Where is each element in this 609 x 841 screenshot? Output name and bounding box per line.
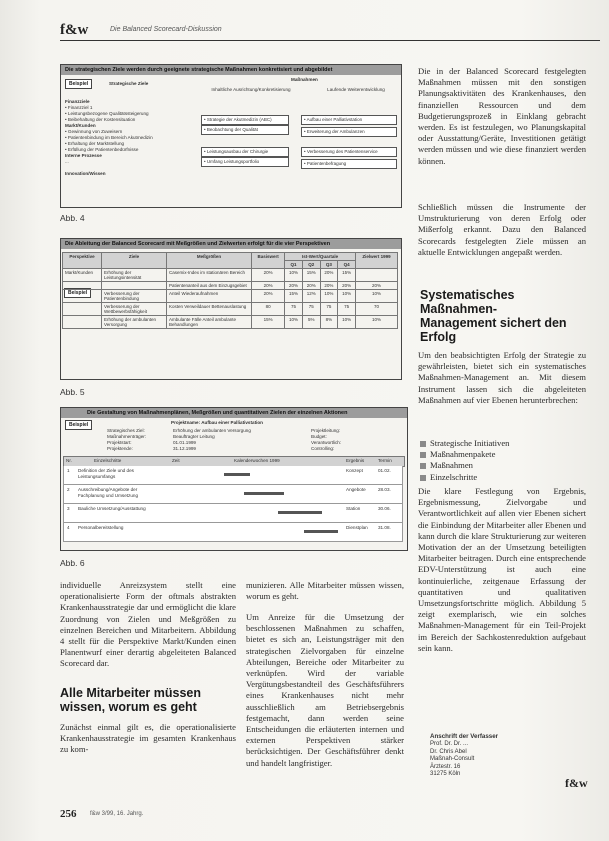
figure-4 (60, 64, 402, 208)
cell: 10% (355, 290, 397, 303)
cell: 5% (302, 316, 320, 329)
measure-box: • Erweiterung der Ambulanzen (301, 127, 397, 137)
goal-item: • Patientenbindung im Bereich Akutmedizin (65, 135, 153, 140)
cell: 10% (285, 269, 303, 282)
gantt-col: Einzelschritte (94, 458, 122, 463)
cell: 20% (302, 282, 320, 290)
middle-column-paragraph-1: munizieren. Alle Mitarbeiter müssen wissen, worum es geht. (246, 580, 404, 602)
cell: 20% (285, 282, 303, 290)
table-row (63, 269, 398, 282)
goal-item: Innovation/Wissen (65, 171, 106, 176)
cell: 20% (252, 282, 285, 290)
cell (355, 269, 397, 282)
goal-item: • Erhaltung der Marktstellung (65, 141, 125, 146)
figure-6 (60, 407, 408, 551)
cell: Ambulante Fälle Anteil ambulante Behandlungen (167, 316, 252, 329)
page-number: 256 (60, 808, 77, 820)
goal-item: • Beibehaltung der Kostensituation (65, 117, 136, 122)
col-header: Ist-Wert/Quartale (285, 253, 356, 261)
gantt-col: Ergebnis (346, 458, 365, 463)
cell (63, 290, 102, 303)
cell: 75 (338, 303, 356, 316)
gantt-col: Termin (378, 458, 392, 463)
cell (63, 316, 102, 329)
cell: Anteil Wiederaufnahmen (167, 290, 252, 303)
figure-4-goal-list (65, 99, 175, 177)
gantt-bar (224, 473, 250, 476)
step-nr: 2 (67, 487, 70, 492)
meta-value: Erhöhung der ambulanten Versorgung (173, 428, 251, 433)
meta-label: Strategisches Ziel: (107, 428, 145, 433)
meta-label: Projektleitung: (311, 428, 341, 433)
meta-label: Verantwortlich: (311, 440, 342, 445)
col-header: Basiswert (252, 253, 285, 269)
cell: 10% (338, 290, 356, 303)
right-column-paragraph-3: Um den beabsichtigten Erfolg der Strategie zu gewährleisten, bietet sich ein systematisches Maßnahmen-Management an. Mit diesem Instrument lassen sich die abgeleiteten Maßnahmen auf vier Ebenen herunterbrechen: (418, 350, 586, 405)
address-line: 31275 Köln (430, 771, 461, 778)
goal-item: Finanzziele (65, 99, 90, 104)
cell: 20% (338, 282, 356, 290)
cell: 10% (355, 316, 397, 329)
cell: Patientenanteil aus dem Einzugsgebiet (167, 282, 252, 290)
figure-4-caption: Abb. 4 (60, 213, 85, 223)
table-row (63, 303, 398, 316)
figure-4-sub-left: Inhaltliche Ausrichtung/Konkretisierung (211, 87, 291, 92)
goal-item: Markt/Kunden (65, 123, 96, 128)
cell: 15% (252, 316, 285, 329)
measure-box: • Umfang Leistungsportfolio (201, 157, 289, 167)
table-row (63, 316, 398, 329)
cell: 20% (355, 282, 397, 290)
step-nr: 1 (67, 468, 70, 473)
step-text: Definition der Ziele und des Leistungsumfangs (78, 468, 134, 479)
cell: 10% (338, 316, 356, 329)
list-item: Strategische Initiativen (420, 438, 580, 449)
cell: 75 (302, 303, 320, 316)
measure-box: • Leistungsausbau der Chirurgie (201, 147, 289, 157)
goal-item: • Finanzziel 1 (65, 105, 93, 110)
gantt-rows (63, 466, 403, 542)
cell: 10% (320, 290, 338, 303)
measure-box: • Aufbau einer Palliativstation (301, 115, 397, 125)
gantt-col: Kalenderwochen 1999 (234, 458, 280, 463)
step-result: Dienstplan (346, 525, 368, 530)
meta-value: 01.01.1999 (173, 440, 196, 445)
cell (63, 303, 102, 316)
cell (102, 282, 167, 290)
cell: Casemix-Index im stationären Bereich (167, 269, 252, 282)
list-item: Maßnahmenpakete (420, 449, 580, 460)
figure-6-project-label: Projektname: Aufbau einer Palliativstation (171, 420, 263, 425)
col-header: Meßgrößen (167, 253, 252, 269)
figure-5-table (62, 252, 398, 329)
right-column-heading: Systematisches Maßnahmen-Management sichert den Erfolg (420, 288, 567, 344)
cell: 15% (285, 290, 303, 303)
figure-6-meta-mid (173, 428, 283, 452)
step-result: Konzept (346, 468, 363, 473)
cell: 80 (252, 303, 285, 316)
address-line: Maßnah-Consult (430, 756, 475, 763)
quarter-header: Q1 (285, 261, 303, 269)
cell: Kosten Verweildauer Bettenauslastung (167, 303, 252, 316)
table-header-row (63, 253, 398, 261)
footer-source: f&w 3/99, 16. Jahrg. (90, 811, 144, 817)
middle-column-paragraph-2: Um Anreize für die Umsetzung der beschlossenen Maßnahmen zu schaffen, bietet es sich an, Leistungsträger mit den strategischen Zielvorgaben für einzelne Abteilungen, Bereiche oder Mitarbeiter zu verknüpfen. Wird der variable Vergütungsbestandteil des Geschäftsführers eines Krankenhauses nicht mehr ausschließlich am Betriebsergebnis festgemacht, dann werden seine Entscheidungen die erläuterten internen und externen Perspektiven stärker berücksichtigen. Der Geschäftsführer denkt und handelt langfristiger. (246, 612, 404, 768)
figure-6-caption: Abb. 6 (60, 558, 85, 568)
goal-item: Interne Prozesse (65, 153, 102, 158)
step-nr: 3 (67, 506, 70, 511)
measure-box: • Verbesserung des Patientenservice (301, 147, 397, 157)
cell (63, 282, 102, 290)
cell: 70 (355, 303, 397, 316)
cell: 20% (320, 269, 338, 282)
figure-4-sub-right: Laufende Weiterentwicklung (327, 87, 385, 92)
gantt-bar (304, 530, 338, 533)
quarter-header: Q3 (320, 261, 338, 269)
cell: 20% (252, 290, 285, 303)
figure-4-measures-header: Maßnahmen (291, 77, 318, 82)
step-text: Ausschreibung/Angebote der Fachplanung und Umsetzung (78, 487, 139, 498)
address-line: Ärztestr. 16 (430, 763, 461, 770)
address-line: Prof. Dr. Dr. ... (430, 741, 469, 748)
step-text: Personalbereitstellung (78, 525, 124, 530)
cell: 12% (302, 290, 320, 303)
table-row (63, 466, 403, 485)
step-date: 30.06. (378, 506, 391, 511)
figure-6-beispiel-badge: Beispiel (65, 420, 92, 430)
left-column-heading: Alle Mitarbeiter müssen wissen, worum es geht (60, 686, 202, 714)
goal-item: • Leistungsbezogene Qualitätssteigerung (65, 111, 149, 116)
gantt-col: Nr. (66, 458, 72, 463)
cell: 15% (302, 269, 320, 282)
figure-4-goals-header: Strategische Ziele (109, 81, 149, 86)
address-line: Dr. Chris Abel (430, 748, 467, 755)
figure-5-title: Die Ableitung der Balanced Scorecard mit Meßgrößen und Zielwerten erfolgt für die vier Perspektiven (61, 239, 401, 249)
step-date: 01.02. (378, 468, 391, 473)
left-column-paragraph-2: Zunächst einmal gilt es, die operationalisierte Krankenhausstrategie im gesamten Krankenhaus zu kom- (60, 722, 236, 755)
cell: 10% (285, 316, 303, 329)
figure-4-beispiel-badge: Beispiel (65, 79, 92, 89)
figure-5-caption: Abb. 5 (60, 387, 85, 397)
cell: 15% (338, 269, 356, 282)
goal-item: • Gewinnung von Zuweisern (65, 129, 123, 134)
meta-value: Beauftragter Leitung (173, 434, 215, 439)
running-title: Die Balanced Scorecard-Diskussion (110, 26, 222, 33)
gantt-col: Zeit (172, 458, 180, 463)
meta-label: Projektstart: (107, 440, 132, 445)
figure-6-meta-right (311, 428, 381, 452)
figure-5-beispiel-badge: Beispiel (64, 288, 91, 298)
meta-value: 31.12.1999 (173, 446, 196, 451)
col-header: Zielwert 1999 (355, 253, 397, 269)
goal-item: ... (65, 159, 69, 164)
table-row (63, 523, 403, 542)
quarter-header: Q2 (302, 261, 320, 269)
right-column-paragraph-4: Die klare Festlegung von Ergebnis, Ergebnismessung, Zielvorgabe und Verantwortlichkeit auf allen vier Ebenen sichert die Einbindung der Mitarbeiter aller Ebenen und kann durch die klare Strukturierung zur weiteren Motivation der an der Umsetzung beteiligten Mitarbeiter beitragen. Durch eine entsprechende EDV-Unterstützung ist auch eine kontinuierliche, zeitgenaue Erfassung der quantitativen und qualitativen Umsetzungsfortschritte möglich. Abbildung 5 zeigt exemplarisch, wie ein solches Maßnahmen-Management für ein Teil-Projekt im Bereich der Sachkostenreduktion aufgebaut sein kann. (418, 486, 586, 653)
left-column-paragraph-1: individuelle Anreizsystem stellt eine operationalisierte Form der oftmals abstrakten Krankenhausstrategie dar und ermöglicht die klare Zuordnung von Zielen und Meßgrößen zu einzelnen Bereichen und Mitarbeitern. Abbildung 4 stellt für die Perspektive Markt/Kunden einen Planentwurf einer derartig abgeleiteten Balanced Scorecard dar. (60, 580, 236, 669)
right-column-bullet-list (420, 438, 580, 483)
goal-item: • Erfüllung der Patientenbedürfnisse (65, 147, 139, 152)
figure-4-title: Die strategischen Ziele werden durch geeignete strategische Maßnahmen konkretisiert und abgebildet (61, 65, 401, 75)
step-result: Station (346, 506, 361, 511)
table-row (63, 485, 403, 504)
meta-label: Budget: (311, 434, 327, 439)
measure-box: • Strategie der Akutmedizin (ABC) (201, 115, 289, 125)
table-row (63, 504, 403, 523)
cell: 20% (252, 269, 285, 282)
quarter-header: Q4 (338, 261, 356, 269)
meta-label: Projektende: (107, 446, 133, 451)
cell: 75 (320, 303, 338, 316)
meta-label: Maßnahmenträger: (107, 434, 147, 439)
cell: 8% (320, 316, 338, 329)
cell: Erhöhung der ambulanten Versorgung (102, 316, 167, 329)
gantt-bar (244, 492, 284, 495)
figure-6-meta-left (107, 428, 167, 452)
list-item: Einzelschritte (420, 472, 580, 483)
col-header: Perspektive (63, 253, 102, 269)
running-header (60, 22, 600, 41)
journal-logo: f&w (60, 22, 89, 38)
footer-journal-logo: f&w (565, 776, 588, 790)
cell: Erhöhung der Leistungsintensität (102, 269, 167, 282)
figure-6-title: Die Gestaltung von Maßnahmenplänen, Meßgrößen und quantitativen Zielen der einzelnen Aktionen (61, 408, 407, 418)
cell: 75 (285, 303, 303, 316)
table-row (63, 290, 398, 303)
step-result: Angebote (346, 487, 366, 492)
address-title: Anschrift der Verfasser (430, 733, 499, 740)
meta-label: Controlling: (311, 446, 335, 451)
step-nr: 4 (67, 525, 70, 530)
measure-box: • Patientenbefragung (301, 159, 397, 169)
table-row (63, 282, 398, 290)
list-item: Maßnahmen (420, 460, 580, 471)
measure-box: • Beobachtung der Qualität (201, 125, 289, 135)
col-header: Ziele (102, 253, 167, 269)
step-date: 31.08. (378, 525, 391, 530)
cell: Verbesserung der Wettbewerbsfähigkeit (102, 303, 167, 316)
step-date: 28.03. (378, 487, 391, 492)
step-text: Bauliche Umsetzung/Ausstattung (78, 506, 146, 511)
cell: Markt/Kunden (63, 269, 102, 282)
right-column-paragraph-2: Schließlich müssen die Instrumente der Umstrukturierung von deren Erfolg oder Mißerfolg erkannt. Dazu den Balanced Scorecards festgelegten Ziele müssen an aktuelle Entwicklungen angepaßt werden. (418, 202, 586, 257)
cell: Verbesserung der Patientenbindung (102, 290, 167, 303)
right-column-paragraph-1: Die in der Balanced Scorecard festgelegten Maßnahmen müssen mit den sonstigen Planungsaktivitäten des Krankenhauses, den finanziellen Ressourcen und dem Budgetierungsprozeß in Einklang gebracht werden. Es ist festzulegen, wo Planungskapital oder Ausstattung/Geräte, Investitionen getätigt werden müssen und wie diese finanziert werden können. (418, 66, 586, 166)
cell: 20% (320, 282, 338, 290)
gantt-bar (278, 511, 322, 514)
author-address (430, 733, 498, 778)
